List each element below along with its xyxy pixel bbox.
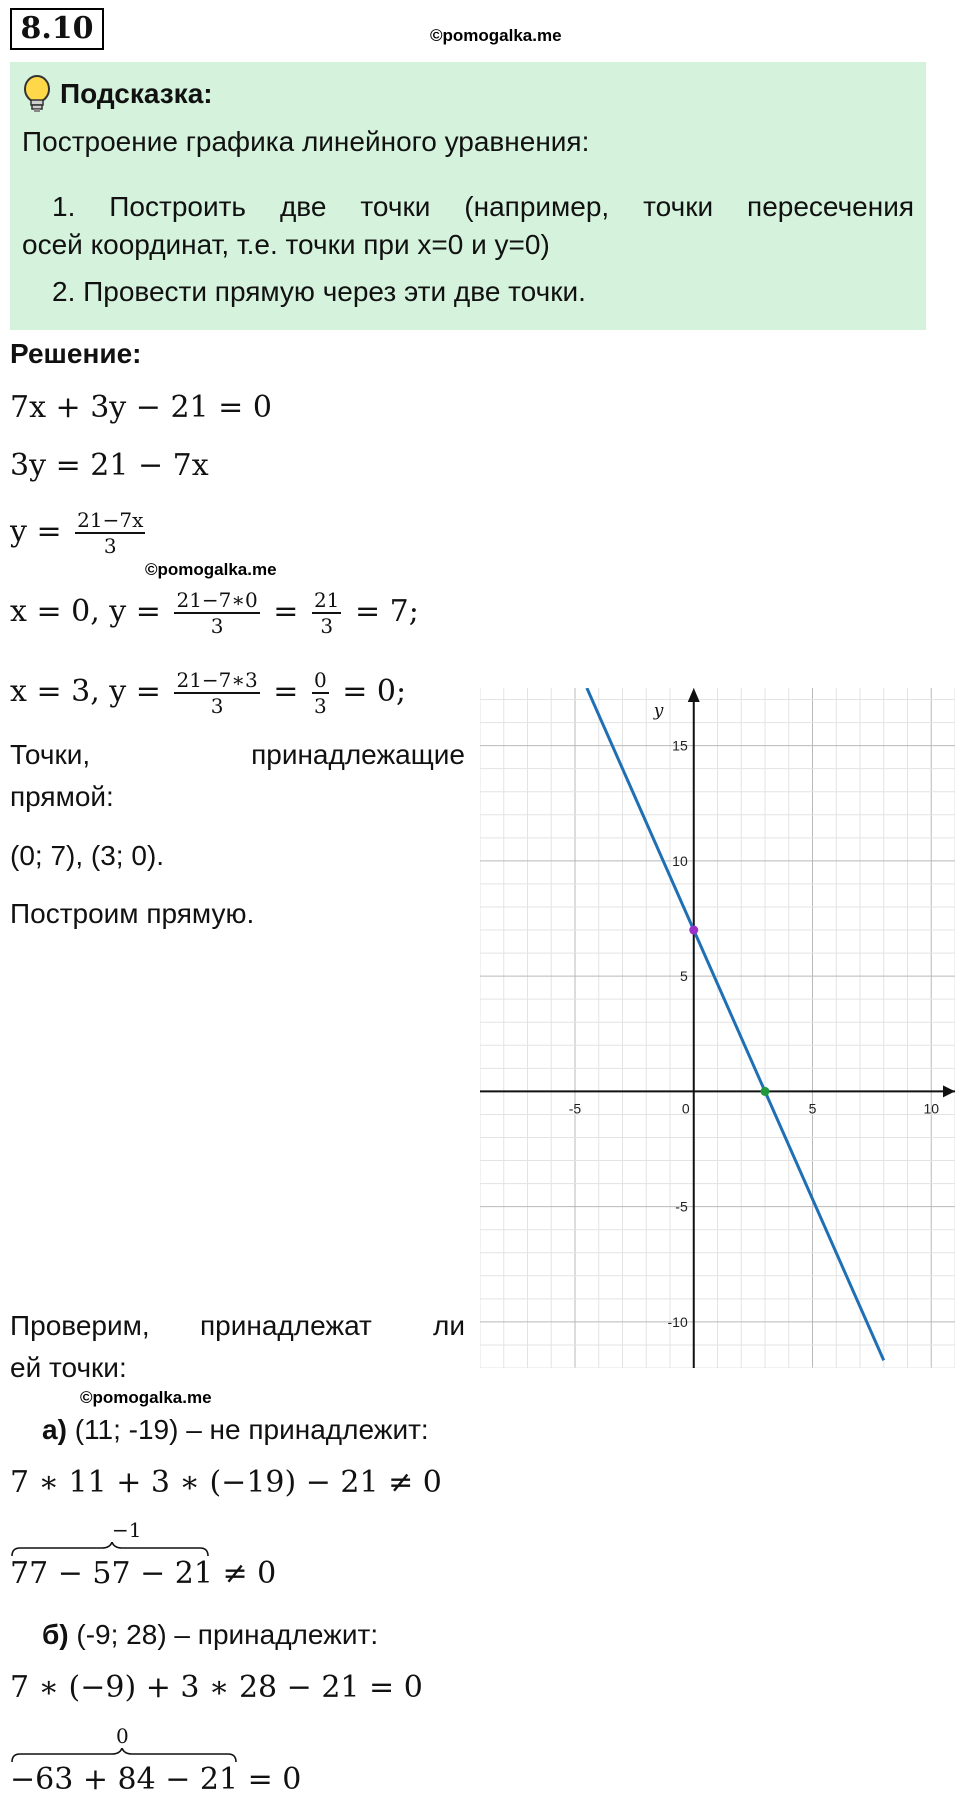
hint-intro: Построение графика линейного уравнения: <box>22 126 590 157</box>
build-line-text: Построим прямую. <box>10 898 255 929</box>
case-b: б) (-9; 28) – принадлежит: <box>42 1619 379 1650</box>
case-a: а) (11; -19) – не принадлежит: <box>42 1414 429 1445</box>
x-tick-label: -5 <box>568 1100 582 1117</box>
y-axis-arrow <box>688 688 700 702</box>
hint-title: Подсказка: <box>60 78 213 109</box>
hint-box <box>10 62 926 330</box>
case-b-equation-2: −63 + 84 − 21 = 0 <box>10 1762 302 1797</box>
check-text-line2: ей точки: <box>10 1352 127 1383</box>
watermark: ©pomogalka.me <box>145 560 277 579</box>
case-a-brace-value: −1 <box>112 1518 142 1542</box>
points-text-line2: прямой: <box>10 781 114 812</box>
x-tick-label: 0 <box>681 1100 690 1117</box>
y-tick-label: 10 <box>672 852 688 869</box>
equation-1: 7x + 3y − 21 = 0 <box>10 390 272 425</box>
solution-heading: Решение: <box>10 338 142 369</box>
case-b-equation-1: 7 ∗ (−9) + 3 ∗ 28 − 21 = 0 <box>10 1670 423 1705</box>
hint-step2: 2. Провести прямую через эти две точки. <box>52 276 586 307</box>
points-text-line1: Точки, принадлежащие <box>10 739 465 770</box>
watermark: ©pomogalka.me <box>80 1388 212 1407</box>
x-tick-label: 5 <box>808 1100 817 1117</box>
eq3-left: y = <box>10 514 62 549</box>
line-chart <box>480 688 955 1368</box>
watermark: ©pomogalka.me <box>430 26 562 45</box>
case-b-brace-value: 0 <box>116 1724 129 1748</box>
hint-step1-line2: осей координат, т.е. точки при x=0 и y=0) <box>22 229 550 260</box>
y-tick-label: 5 <box>679 968 688 985</box>
data-point <box>761 1087 770 1096</box>
eq3-fraction: $\frac{21-7x}{3}$ <box>77 508 144 558</box>
y-tick-label: -5 <box>675 1198 688 1215</box>
x-tick-label: 10 <box>923 1100 940 1117</box>
hint-step1-line1: 1. Построить две точки (например, точки пересечения <box>52 191 914 222</box>
y-tick-label: -10 <box>667 1313 688 1330</box>
lightbulb-icon <box>22 74 52 114</box>
x-axis-arrow <box>943 1085 955 1097</box>
series-line <box>587 688 884 1360</box>
equation-2: 3y = 21 − 7x <box>10 448 209 483</box>
y-axis-label: y <box>653 701 664 721</box>
check-text-line1: Проверим, принадлежат ли <box>10 1310 465 1341</box>
case-a-equation-2: 77 − 57 − 21 ≠ 0 <box>10 1556 277 1591</box>
data-point <box>689 926 698 935</box>
equation-3 <box>10 508 149 558</box>
equation-5: x = 3, y = $\frac{21-7∗3}{3}$ = $\frac{0}{3}$ = 0; <box>10 668 407 718</box>
y-tick-label: 15 <box>672 737 688 754</box>
equation-4: x = 0, y = $\frac{21-7∗0}{3}$ = $\frac{21}{3}$ = 7; <box>10 588 419 638</box>
problem-number: 8.10 <box>10 8 104 50</box>
hint-header <box>22 74 213 114</box>
case-a-equation-1: 7 ∗ 11 + 3 ∗ (−19) − 21 ≠ 0 <box>10 1465 442 1500</box>
points-list: (0; 7), (3; 0). <box>10 840 165 871</box>
